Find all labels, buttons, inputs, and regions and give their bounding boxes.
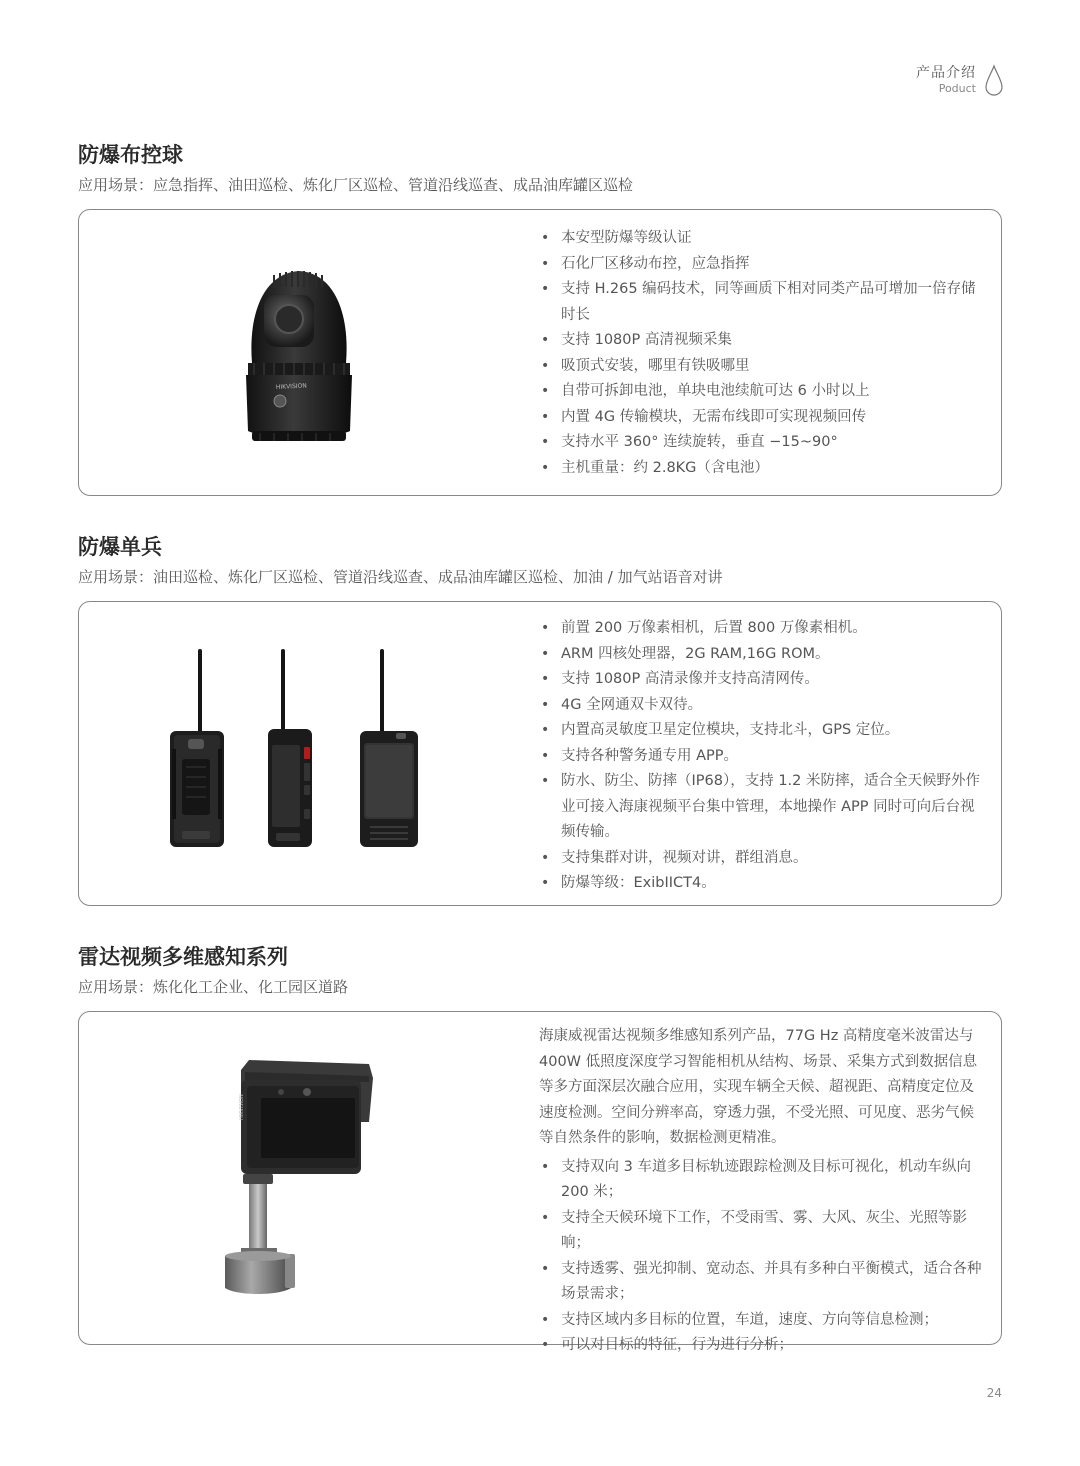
- feature-item: • 支持 1080P 高清视频采集: [539, 328, 987, 354]
- handheld-devices-image: [164, 649, 434, 859]
- feature-item: • 支持全天候环境下工作，不受雨雪、雾、大风、灰尘、光照等影响；: [539, 1206, 987, 1257]
- radar-camera-image: [219, 1058, 379, 1298]
- brand-logo-text: HIKVISION: [275, 381, 307, 391]
- page-number: 24: [986, 1386, 1002, 1400]
- device-back-view: [170, 649, 224, 847]
- product-image-ptz: [79, 210, 519, 495]
- feature-item: • 防水、防尘、防摔（IP68），支持 1.2 米防摔，适合全天候野外作业可接入海康视频平台集中管理，本地操作 APP 同时可向后台视频传输。: [539, 769, 987, 846]
- ptz-camera-image: [234, 253, 364, 453]
- feature-item: • 内置 4G 传输模块，无需布线即可实现视频回传: [539, 405, 987, 431]
- section-title: 雷达视频多维感知系列: [78, 945, 288, 969]
- feature-list-container: [539, 616, 987, 897]
- header-subtitle: Poduct: [938, 82, 976, 95]
- section-scene: 应用场景：应急指挥、油田巡检、炼化厂区巡检、管道沿线巡查、成品油库罐区巡检: [78, 176, 634, 194]
- section-radar: [78, 942, 1002, 998]
- feature-item: • 4G 全网通双卡双待。: [539, 693, 987, 719]
- product-card-ptz: [78, 209, 1002, 496]
- section-ptz-ball: [78, 140, 1002, 196]
- product-image-radar: [79, 1012, 519, 1344]
- product-image-handheld: [79, 602, 519, 905]
- header-text: [916, 64, 976, 96]
- feature-item: • 吸顶式安装，哪里有铁吸哪里: [539, 354, 987, 380]
- product-intro: 海康威视雷达视频多维感知系列产品，77G Hz 高精度毫米波雷达与 400W 低照度深度学习智能相机从结构、场景、采集方式到数据信息等多方面深层次融合应用，实现车辆全天候、超视距、高精度定位及速度检测。空间分辨率高，穿透力强，不受光照、可见度、恶劣气候等自然条件的影响，数据检测更精准。: [539, 1028, 978, 1146]
- feature-item: • 自带可拆卸电池，单块电池续航可达 6 小时以上: [539, 379, 987, 405]
- feature-item: • 支持 H.265 编码技术，同等画质下相对同类产品可增加一倍存储时长: [539, 277, 987, 328]
- feature-item: • 支持双向 3 车道多目标轨迹跟踪检测及目标可视化，机动车纵向 200 米；: [539, 1155, 987, 1206]
- feature-item: • 支持各种警务通专用 APP。: [539, 744, 987, 770]
- device-front-view: [360, 649, 418, 847]
- feature-list: [539, 1155, 987, 1359]
- feature-item: • 防爆等级：ExibIICT4。: [539, 871, 987, 897]
- feature-item: • ARM 四核处理器，2G RAM,16G ROM。: [539, 642, 987, 668]
- section-handheld: [78, 532, 1002, 588]
- section-title: 防爆布控球: [78, 143, 183, 167]
- header-title: 产品介绍: [916, 65, 976, 81]
- feature-list-container: [539, 226, 987, 481]
- section-scene: 应用场景：油田巡检、炼化厂区巡检、管道沿线巡查、成品油库罐区巡检、加油 / 加气站语音对讲: [78, 568, 723, 586]
- section-scene: 应用场景：炼化化工企业、化工园区道路: [78, 978, 349, 996]
- product-card-radar: [78, 1011, 1002, 1353]
- feature-list: [539, 226, 987, 481]
- feature-item: • 可以对目标的特征，行为进行分析；: [539, 1333, 987, 1359]
- device-side-view: [268, 649, 312, 847]
- feature-item: • 主机重量：约 2.8KG（含电池）: [539, 456, 987, 482]
- section-title: 防爆单兵: [78, 535, 162, 559]
- feature-item: • 前置 200 万像素相机，后置 800 万像素相机。: [539, 616, 987, 642]
- page-header: [916, 64, 1004, 98]
- product-card-handheld: [78, 601, 1002, 906]
- feature-item: • 内置高灵敏度卫星定位模块，支持北斗，GPS 定位。: [539, 718, 987, 744]
- brand-logo-text: HIKVISION: [239, 1094, 245, 1120]
- feature-item: • 支持区域内多目标的位置，车道，速度、方向等信息检测；: [539, 1308, 987, 1334]
- feature-item: • 石化厂区移动布控，应急指挥: [539, 252, 987, 278]
- description-container: [539, 1024, 987, 1359]
- feature-item: • 本安型防爆等级认证: [539, 226, 987, 252]
- feature-item: • 支持水平 360° 连续旋转，垂直 −15~90°: [539, 430, 987, 456]
- feature-item: • 支持透雾、强光抑制、宽动态、并具有多种白平衡模式，适合各种场景需求；: [539, 1257, 987, 1308]
- feature-item: • 支持集群对讲，视频对讲，群组消息。: [539, 846, 987, 872]
- feature-item: • 支持 1080P 高清录像并支持高清网传。: [539, 667, 987, 693]
- feature-list: [539, 616, 987, 897]
- water-drop-icon: [984, 64, 1004, 98]
